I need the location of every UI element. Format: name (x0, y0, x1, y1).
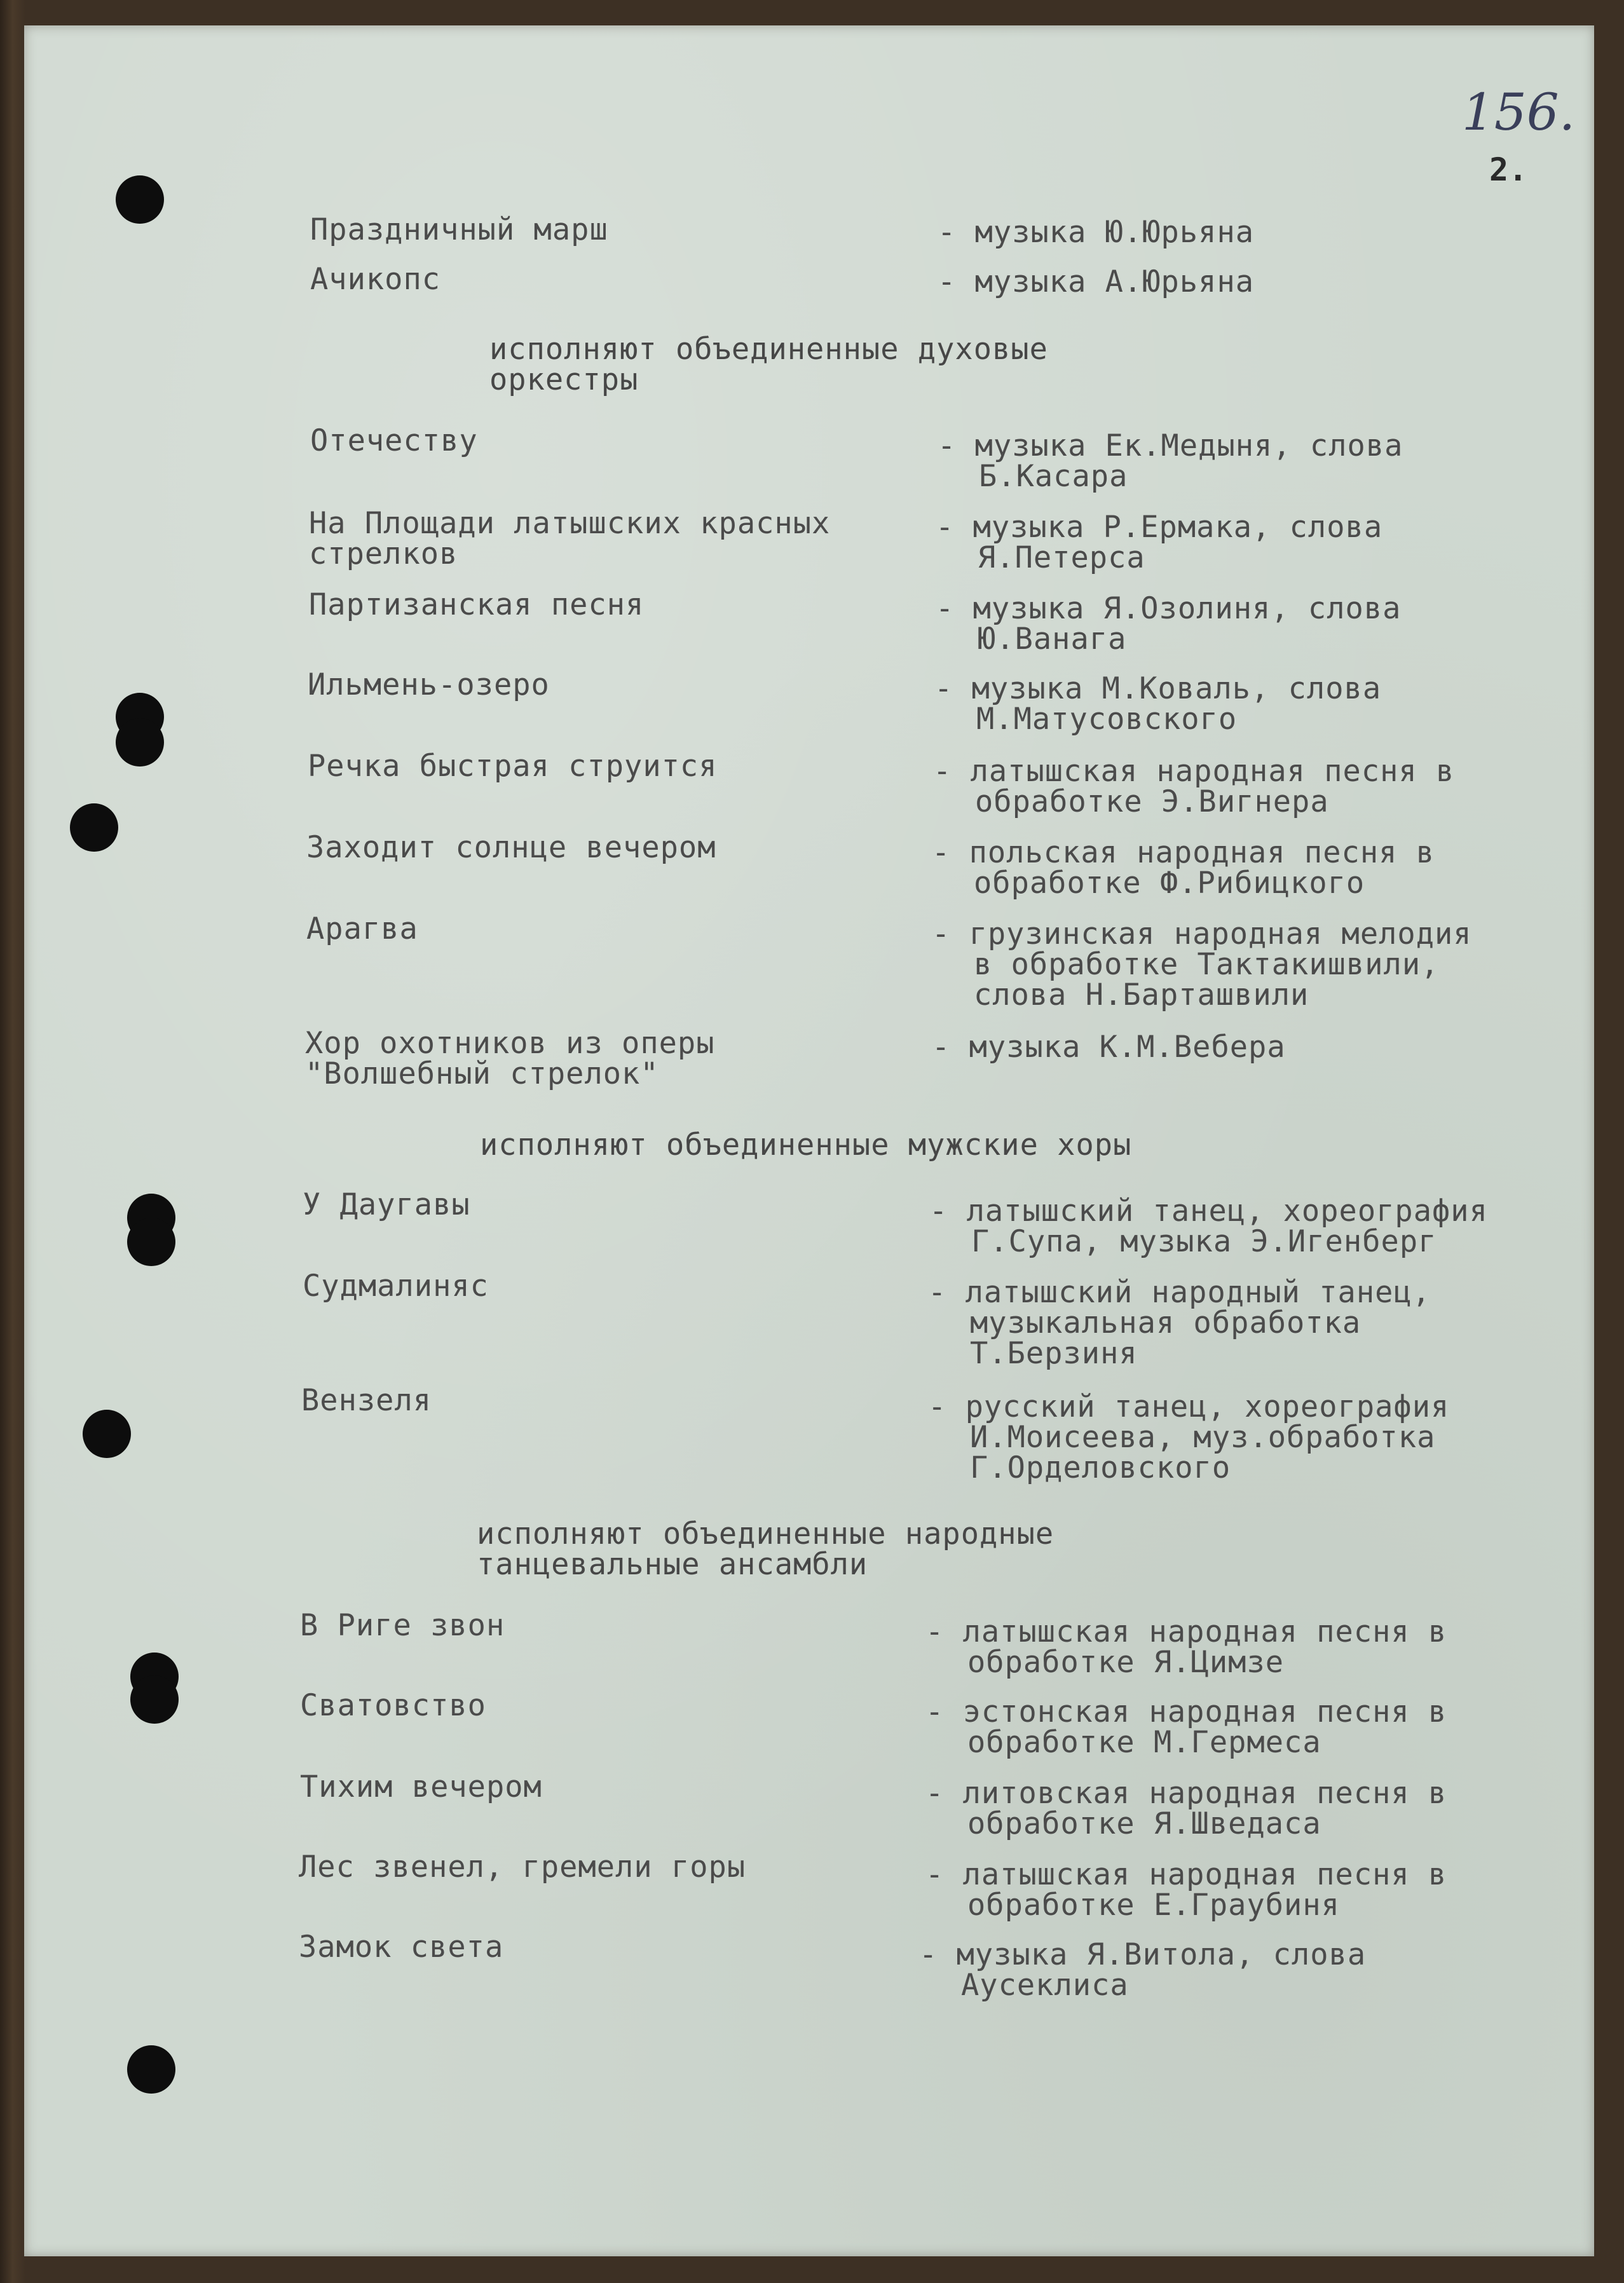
entry-title: Партизанская песня (309, 587, 645, 622)
entry-credit: - латышская народная песня в (925, 1614, 1447, 1649)
entry-title: Лес звенел, гремели горы (299, 1850, 746, 1884)
entry-credit: - музыка Ю.Юрьяна (938, 215, 1255, 250)
entry-title: В Риге звон (300, 1608, 505, 1643)
entry-title: Тихим вечером (300, 1769, 542, 1804)
binder-hole (127, 2045, 175, 2094)
entry-credit: обработке Я.Шведаса (967, 1806, 1321, 1841)
section-heading: оркестры (489, 362, 639, 397)
entry-credit: Аусеклиса (961, 1968, 1129, 2003)
entry-credit: - русский танец, хореография (928, 1389, 1450, 1424)
entry-credit: - музыка Ек.Медыня, слова (938, 428, 1403, 463)
entry-credit: - латышский народный танец, (928, 1275, 1431, 1310)
entry-title: Речка быстрая струится (308, 749, 718, 784)
entry-title: На Площади латышских красных (309, 506, 831, 541)
entry-title: Сватовство (300, 1688, 486, 1723)
entry-credit: - музыка Я.Витола, слова (919, 1937, 1367, 1972)
entry-title: Замок света (299, 1930, 504, 1965)
entry-title: Ильмень-озеро (308, 667, 550, 702)
entry-credit: - музыка Р.Ермака, слова (936, 510, 1383, 545)
entry-title: Ачикопс (310, 262, 441, 297)
binder-hole (130, 1675, 179, 1724)
entry-credit: - литовская народная песня в (925, 1776, 1447, 1811)
section-heading: исполняют объединенные духовые (489, 332, 1048, 367)
entry-title: Праздничный марш (310, 212, 608, 247)
entry-credit: обработке Е.Граубиня (967, 1888, 1340, 1923)
entry-credit: Г.Орделовского (970, 1450, 1231, 1485)
entry-credit: - грузинская народная мелодия (932, 917, 1472, 951)
entry-title: Вензеля (301, 1383, 432, 1418)
entry-title: Арагва (306, 911, 418, 946)
entry-credit: И.Моисеева, муз.обработка (970, 1420, 1436, 1455)
entry-credit: - латышский танец, хореография (929, 1194, 1488, 1229)
entry-credit: Я.Петерса (978, 540, 1145, 575)
entry-credit: Г.Супа, музыка Э.Игенберг (971, 1224, 1437, 1259)
section-heading: исполняют объединенные мужские хоры (480, 1128, 1132, 1162)
entry-credit: Ю.Ванага (978, 622, 1127, 657)
section-heading: исполняют объединенные народные (477, 1516, 1054, 1551)
entry-title: Заходит солнце вечером (306, 830, 716, 865)
entry-title: "Волшебный стрелок" (305, 1056, 659, 1091)
entry-credit: слова Н.Барташвили (974, 978, 1309, 1012)
entry-credit: - музыка М.Коваль, слова (934, 671, 1382, 706)
entry-title: Судмалиняс (303, 1269, 489, 1304)
section-heading: танцевальные ансамбли (477, 1547, 868, 1582)
binder-hole (116, 175, 164, 224)
entry-credit: - латышская народная песня в (933, 754, 1455, 789)
entry-credit: обработке М.Гермеса (967, 1725, 1321, 1760)
entry-credit: - эстонская народная песня в (925, 1694, 1447, 1729)
entry-credit: Т.Берзиня (970, 1336, 1138, 1371)
archive-folio-number: 156. (1462, 83, 1576, 142)
entry-credit: обработке Ф.Рибицкого (974, 866, 1365, 901)
entry-title: стрелков (309, 536, 458, 571)
binder-hole (116, 718, 164, 767)
entry-title: Отечеству (310, 423, 478, 458)
entry-title: Хор охотников из оперы (305, 1026, 715, 1061)
entry-credit: - латышская народная песня в (925, 1857, 1447, 1892)
page-number: 2. (1489, 151, 1528, 188)
entry-title: У Даугавы (303, 1187, 470, 1222)
entry-credit: - музыка А.Юрьяна (938, 264, 1255, 299)
entry-credit: в обработке Тактакишвили, (974, 947, 1440, 982)
binder-hole (83, 1410, 131, 1458)
entry-credit: обработке Я.Цимзе (967, 1645, 1285, 1680)
entry-credit: - музыка К.М.Вебера (932, 1030, 1286, 1065)
binder-hole (127, 1218, 175, 1266)
entry-credit: - польская народная песня в (932, 835, 1435, 870)
entry-credit: М.Матусовского (976, 702, 1238, 737)
entry-credit: обработке Э.Вигнера (975, 784, 1329, 819)
binder-hole (70, 803, 118, 852)
entry-credit: - музыка Я.Озолиня, слова (936, 591, 1402, 626)
entry-credit: музыкальная обработка (970, 1305, 1361, 1340)
entry-credit: Б.Касара (979, 459, 1128, 494)
